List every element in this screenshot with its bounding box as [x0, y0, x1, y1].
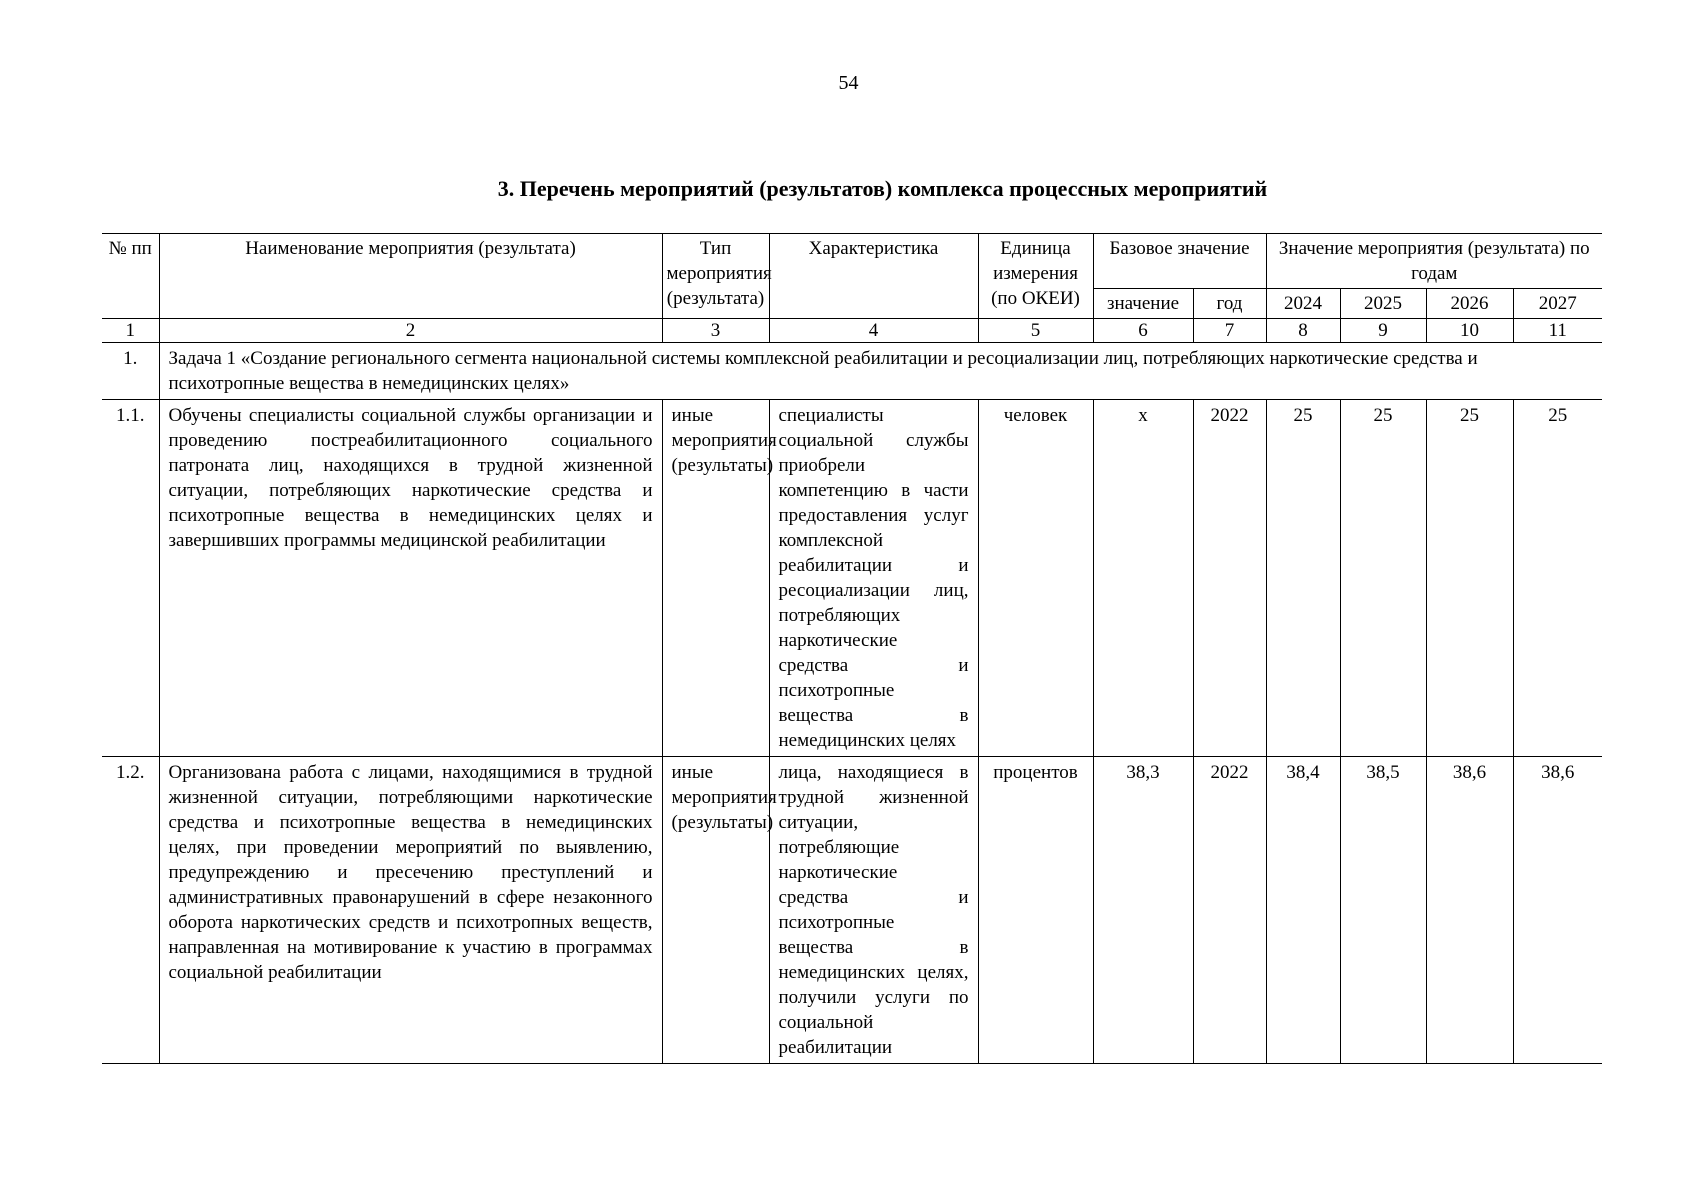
table-row [102, 400, 1602, 757]
base-value: х [1093, 400, 1193, 757]
row-number: 1.2. [102, 757, 159, 1064]
base-year: 2022 [1193, 400, 1266, 757]
column-number: 11 [1513, 319, 1602, 343]
measure-characteristic: лица, находящиеся в трудной жизненной ситуации, потребляющие наркотические средства и психотропные вещества в немедицинских целях, получили услуги по социальной реабилитации [769, 757, 978, 1064]
header-base-year: год [1193, 289, 1266, 319]
column-number: 7 [1193, 319, 1266, 343]
header-year: 2026 [1426, 289, 1513, 319]
task-row [102, 343, 1602, 400]
header-base: Базовое значение [1093, 234, 1266, 289]
column-number: 2 [159, 319, 662, 343]
column-number: 4 [769, 319, 978, 343]
task-number: 1. [102, 343, 159, 400]
measures-table [102, 233, 1602, 1064]
header-year: 2027 [1513, 289, 1602, 319]
column-number: 8 [1266, 319, 1340, 343]
year-value: 25 [1340, 400, 1426, 757]
column-number: 6 [1093, 319, 1193, 343]
header-year: 2025 [1340, 289, 1426, 319]
measure-characteristic: специалисты социальной службы приобрели компетенцию в части предоставления услуг комплексной реабилитации и ресоциализации лиц, потребляющих наркотические средства и психотропные вещества в немедицинских целях [769, 400, 978, 757]
measure-name: Организована работа с лицами, находящимися в трудной жизненной ситуации, потребляющими наркотические средства и психотропные вещества в немедицинских целях, при проведении мероприятий по выявлению, предупреждению и пресечению преступлений и административных правонарушений в сфере незаконного оборота наркотических средств и психотропных веществ, направленная на мотивирование к участию в программах социальной реабилитации [159, 757, 662, 1064]
year-value: 38,5 [1340, 757, 1426, 1064]
year-value: 25 [1266, 400, 1340, 757]
year-value: 38,6 [1513, 757, 1602, 1064]
table-body [102, 319, 1602, 1064]
column-number: 3 [662, 319, 769, 343]
base-value: 38,3 [1093, 757, 1193, 1064]
measure-type: иные мероприятия (результаты) [662, 757, 769, 1064]
header-type: Тип мероприятия (результата) [662, 234, 769, 319]
year-value: 38,6 [1426, 757, 1513, 1064]
document-title: 3. Перечень мероприятий (результатов) комплекса процессных мероприятий [497, 176, 1268, 201]
year-value: 25 [1426, 400, 1513, 757]
measure-unit: человек [978, 400, 1093, 757]
measure-name: Обучены специалисты социальной службы организации и проведению постреабилитационного социального патроната лиц, находящихся в трудной жизненной ситуации, потребляющих наркотические средства и психотропные вещества в немедицинских целях и завершивших программы медицинской реабилитации [159, 400, 662, 757]
task-title: Задача 1 «Создание регионального сегмента национальной системы комплексной реабилитации и ресоциализации лиц, потребляющих наркотические средства и психотропные вещества в немедицинских целях» [159, 343, 1602, 400]
header-row [102, 234, 1602, 289]
base-year: 2022 [1193, 757, 1266, 1064]
header-values-by-year: Значение мероприятия (результата) по годам [1266, 234, 1602, 289]
measure-unit: процентов [978, 757, 1093, 1064]
column-number: 9 [1340, 319, 1426, 343]
header-base-value: значение [1093, 289, 1193, 319]
column-number: 10 [1426, 319, 1513, 343]
header-unit: Единица измерения (по ОКЕИ) [978, 234, 1093, 319]
table-row [102, 757, 1602, 1064]
column-number: 1 [102, 319, 159, 343]
year-value: 38,4 [1266, 757, 1340, 1064]
year-value: 25 [1513, 400, 1602, 757]
header-name: Наименование мероприятия (результата) [159, 234, 662, 319]
row-number: 1.1. [102, 400, 159, 757]
page-number: 54 [838, 72, 859, 94]
column-numbers-row [102, 319, 1602, 343]
column-number: 5 [978, 319, 1093, 343]
header-year: 2024 [1266, 289, 1340, 319]
header-num: № пп [102, 234, 159, 319]
measure-type: иные мероприятия (результаты) [662, 400, 769, 757]
table-header [102, 234, 1602, 319]
header-characteristic: Характеристика [769, 234, 978, 319]
